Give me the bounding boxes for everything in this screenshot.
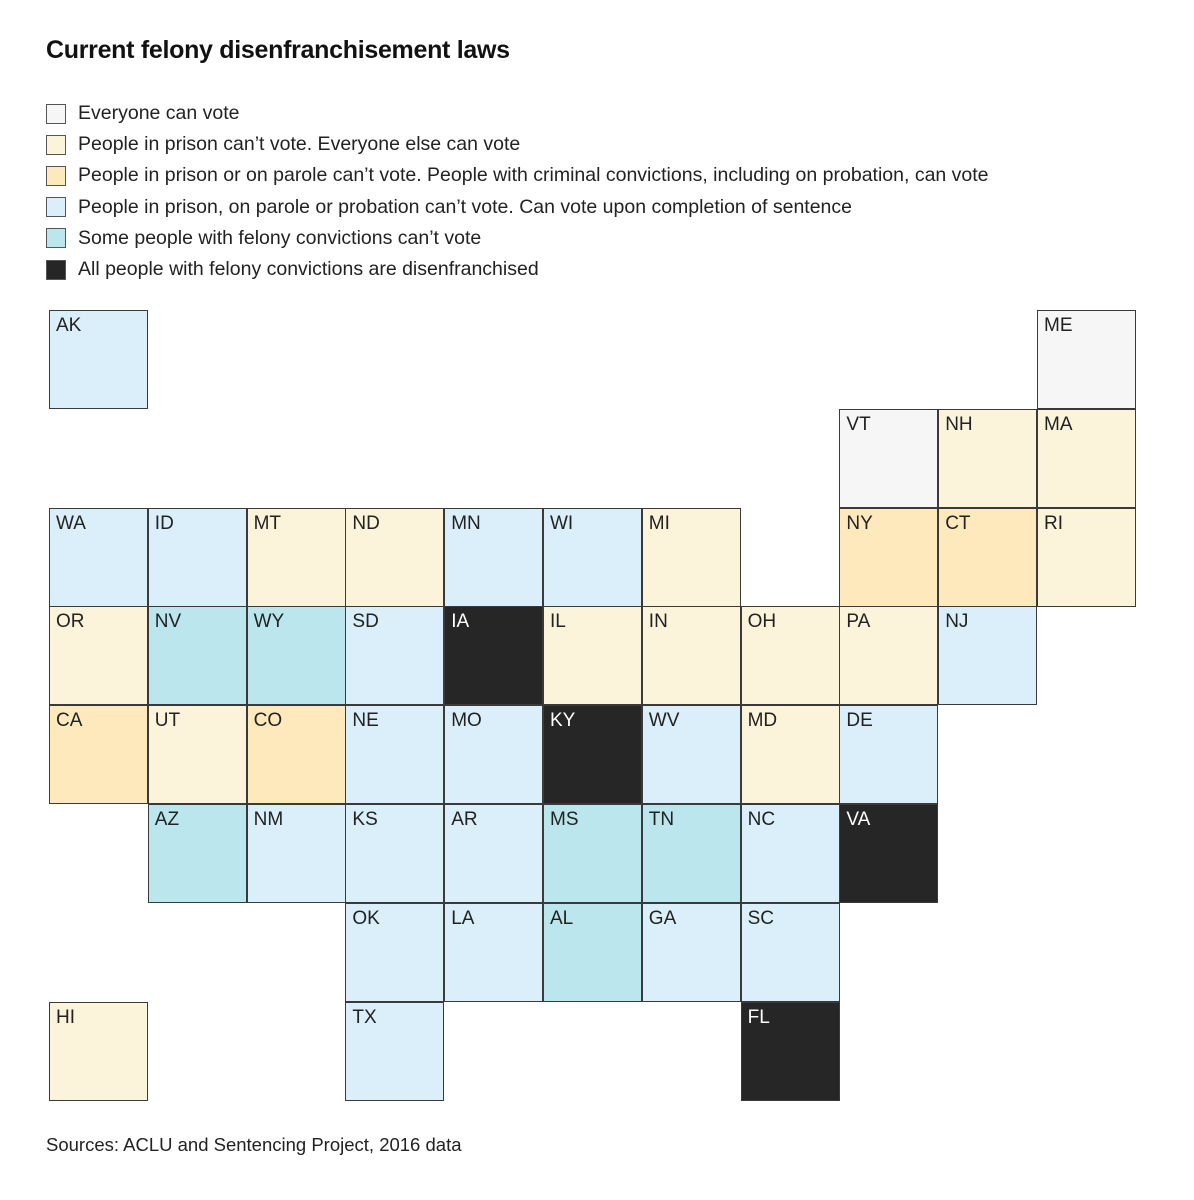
state-tile-or <box>49 606 148 705</box>
state-label: LA <box>451 907 475 929</box>
state-label: FL <box>747 1006 770 1028</box>
state-tile-ne <box>345 705 444 804</box>
state-tile-wv <box>642 705 741 804</box>
state-label: WV <box>648 710 680 732</box>
state-label: IN <box>648 611 668 633</box>
state-label: TN <box>648 809 675 830</box>
state-label: NV <box>154 611 182 633</box>
state-label: CA <box>56 710 83 732</box>
state-label: UT <box>154 710 181 732</box>
state-label: VA <box>846 809 871 830</box>
state-tile-co <box>247 705 346 804</box>
legend-label: People in prison or on parole can’t vote. People with criminal convictions, including on probation, can vote <box>78 164 989 187</box>
state-tile-ca <box>49 705 148 804</box>
state-tile-ky <box>543 705 642 804</box>
state-label: OH <box>747 611 777 633</box>
state-label: MA <box>1044 413 1073 435</box>
state-tile-sd <box>345 606 444 705</box>
source-note: Sources: ACLU and Sentencing Project, 2016 data <box>46 1134 462 1155</box>
state-tile-ma <box>1037 409 1136 508</box>
state-tile-ri <box>1037 508 1136 607</box>
state-label: VT <box>846 413 871 435</box>
state-label: NE <box>352 710 379 732</box>
state-label: KS <box>352 809 378 830</box>
state-tile-mn <box>444 508 543 607</box>
state-label: ND <box>352 512 380 534</box>
state-label: NY <box>846 512 873 534</box>
state-tile-vt <box>839 409 938 508</box>
state-label: HI <box>56 1006 75 1028</box>
state-label: MD <box>747 710 778 732</box>
state-tile-az <box>148 804 247 903</box>
state-tile-ga <box>642 903 741 1002</box>
state-label: MO <box>451 710 482 732</box>
state-label: KY <box>550 710 576 732</box>
state-tile-de <box>839 705 938 804</box>
state-label: OK <box>352 907 380 929</box>
state-tile-nc <box>741 804 840 903</box>
state-tile-nd <box>345 508 444 607</box>
state-tile-in <box>642 606 741 705</box>
legend-label: People in prison, on parole or probation can’t vote. Can vote upon completion of sentence <box>78 195 853 218</box>
state-tile-id <box>148 508 247 607</box>
state-label: RI <box>1044 512 1063 534</box>
state-label: NC <box>747 809 776 830</box>
state-label: DE <box>846 710 873 732</box>
legend-label: People in prison can’t vote. Everyone else can vote <box>78 133 521 156</box>
state-label: GA <box>648 907 677 929</box>
state-tile-tx <box>345 1002 444 1101</box>
state-label: ID <box>154 512 174 534</box>
legend-label: All people with felony convictions are disenfranchised <box>78 258 539 281</box>
state-label: MI <box>648 512 670 534</box>
state-label: MN <box>451 512 481 534</box>
state-label: NJ <box>945 611 969 633</box>
state-label: SD <box>352 611 379 633</box>
map-title: Current felony disenfranchisement laws <box>46 36 510 64</box>
state-label: PA <box>846 611 871 633</box>
state-tile-al <box>543 903 642 1002</box>
state-label: CT <box>945 512 971 534</box>
state-tile-nv <box>148 606 247 705</box>
state-label: WI <box>550 512 574 534</box>
state-tile-ak <box>49 310 148 409</box>
state-label: AZ <box>154 809 180 830</box>
state-tile-ct <box>938 508 1037 607</box>
state-tile-sc <box>741 903 840 1002</box>
state-tile-ks <box>345 804 444 903</box>
state-tile-wy <box>247 606 346 705</box>
state-tile-ok <box>345 903 444 1002</box>
state-tile-oh <box>741 606 840 705</box>
state-tile-wi <box>543 508 642 607</box>
state-label: AL <box>550 907 574 929</box>
state-label: NM <box>253 809 284 830</box>
state-tile-wa <box>49 508 148 607</box>
state-tile-va <box>839 804 938 903</box>
state-label: MS <box>550 809 579 830</box>
state-label: MT <box>253 512 282 534</box>
state-label: SC <box>747 907 774 929</box>
state-tile-mt <box>247 508 346 607</box>
state-label: NH <box>945 413 973 435</box>
state-tile-mo <box>444 705 543 804</box>
state-tile-il <box>543 606 642 705</box>
state-tile-me <box>1037 310 1136 409</box>
state-label: IL <box>550 611 566 633</box>
state-tile-la <box>444 903 543 1002</box>
state-label: ME <box>1044 315 1073 336</box>
state-tile-nh <box>938 409 1037 508</box>
state-tile-mi <box>642 508 741 607</box>
state-label: TX <box>352 1006 377 1028</box>
state-tile-fl <box>741 1002 840 1101</box>
state-label: CO <box>253 710 283 732</box>
state-tile-pa <box>839 606 938 705</box>
state-tile-ms <box>543 804 642 903</box>
state-tile-ia <box>444 606 543 705</box>
state-tile-ut <box>148 705 247 804</box>
state-label: WA <box>56 512 86 534</box>
state-tile-ar <box>444 804 543 903</box>
state-tile-nj <box>938 606 1037 705</box>
state-label: IA <box>451 611 470 633</box>
state-tile-md <box>741 705 840 804</box>
legend-label: Some people with felony convictions can’t vote <box>78 226 482 249</box>
state-tile-hi <box>49 1002 148 1101</box>
state-tile-nm <box>247 804 346 903</box>
state-label: WY <box>253 611 285 633</box>
state-label: AR <box>451 809 478 830</box>
state-label: AK <box>56 315 82 336</box>
state-tile-tn <box>642 804 741 903</box>
legend-label: Everyone can vote <box>78 102 240 125</box>
state-tile-ny <box>839 508 938 607</box>
state-label: OR <box>56 611 85 633</box>
